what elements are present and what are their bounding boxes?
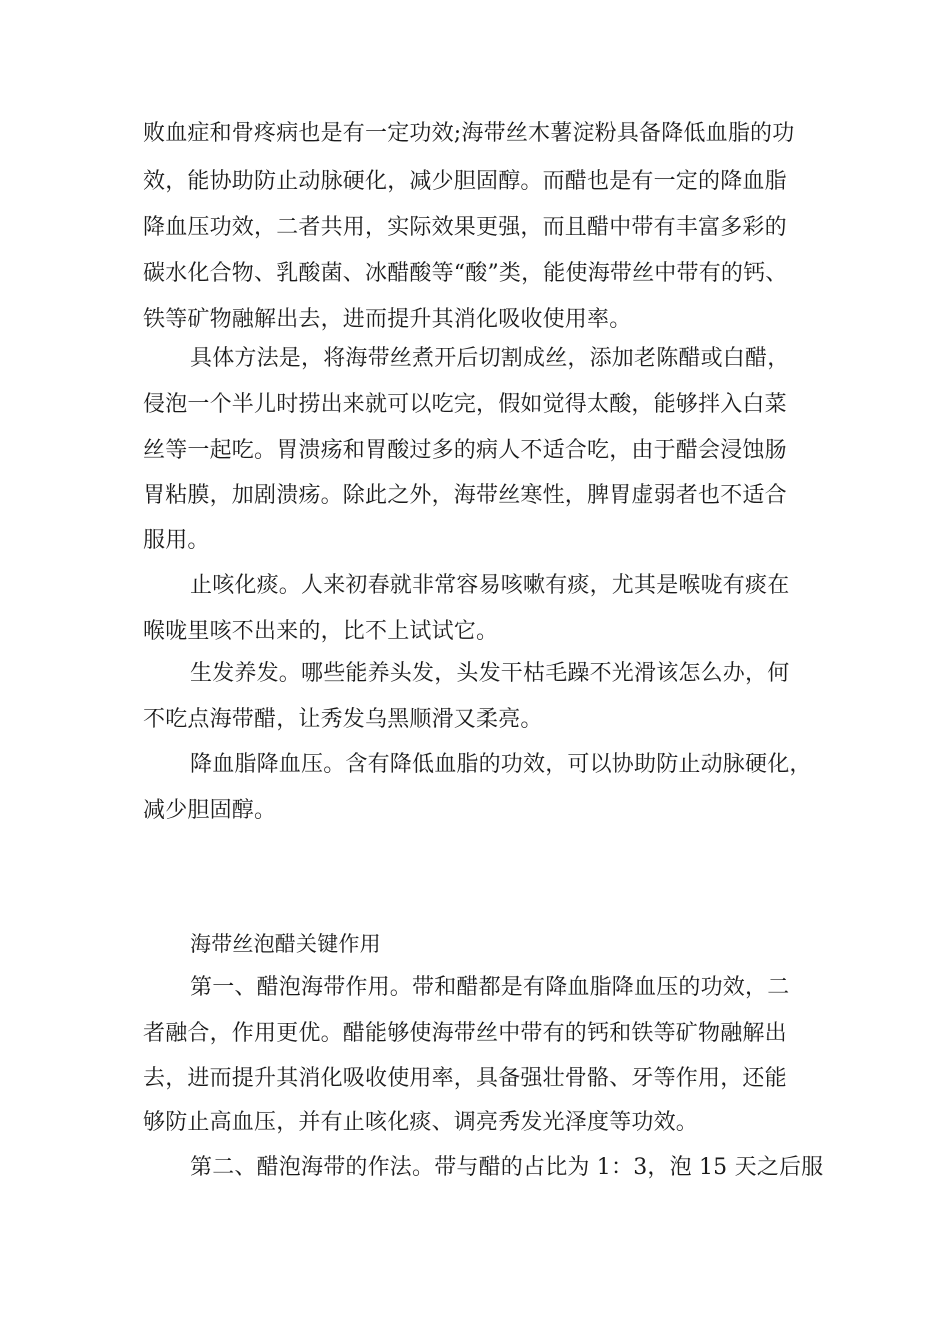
body-text-line: 者融合，作用更优。醋能够使海带丝中带有的钙和铁等矿物融解出 [143, 1021, 787, 1046]
section-heading: 海带丝泡醋关键作用 [190, 932, 381, 956]
body-text-line: 败血症和骨疼病也是有一定功效;海带丝木薯淀粉具备降低血脂的功 [143, 121, 795, 146]
paragraph-start-line: 降血脂降血压。含有降低血脂的功效，可以协助防止动脉硬化， [190, 752, 812, 777]
paragraph-start-line: 第一、醋泡海带作用。带和醋都是有降血脂降血压的功效，二 [190, 975, 790, 1000]
body-text-line: 侵泡一个半儿时捞出来就可以吃完，假如觉得太酸，能够拌入白菜 [143, 392, 787, 417]
body-text-line: 服用。 [143, 528, 210, 553]
body-text-line: 降血压功效，二者共用，实际效果更强，而且醋中带有丰富多彩的 [143, 215, 787, 240]
body-text-line: 喉咙里咳不出来的，比不上试试它。 [143, 619, 499, 644]
body-text-line: 够防止高血压，并有止咳化痰、调亮秀发光泽度等功效。 [143, 1110, 699, 1135]
body-text-line: 去，进而提升其消化吸收使用率，具备强壮骨骼、牙等作用，还能 [143, 1066, 787, 1091]
paragraph-start-line: 生发养发。哪些能养头发，头发干枯毛躁不光滑该怎么办，何 [190, 661, 790, 686]
body-text-line: 铁等矿物融解出去，进而提升其消化吸收使用率。 [143, 307, 632, 332]
body-text-line: 减少胆固醇。 [143, 798, 277, 823]
body-text-line: 效，能协助防止动脉硬化，减少胆固醇。而醋也是有一定的降血脂 [143, 169, 787, 194]
paragraph-start-line: 第二、醋泡海带的作法。带与醋的占比为 1：3，泡 15 天之后服 [190, 1155, 824, 1180]
body-text-line: 丝等一起吃。胃溃疡和胃酸过多的病人不适合吃，由于醋会浸蚀肠 [143, 438, 787, 463]
paragraph-start-line: 具体方法是，将海带丝煮开后切割成丝，添加老陈醋或白醋， [190, 346, 790, 371]
body-text-line: 碳水化合物、乳酸菌、冰醋酸等“酸”类，能使海带丝中带有的钙、 [143, 261, 788, 286]
body-text-line: 不吃点海带醋，让秀发乌黑顺滑又柔亮。 [143, 707, 543, 732]
paragraph-start-line: 止咳化痰。人来初春就非常容易咳嗽有痰，尤其是喉咙有痰在 [190, 573, 790, 598]
body-text-line: 胃粘膜，加剧溃疡。除此之外，海带丝寒性，脾胃虚弱者也不适合 [143, 483, 787, 508]
